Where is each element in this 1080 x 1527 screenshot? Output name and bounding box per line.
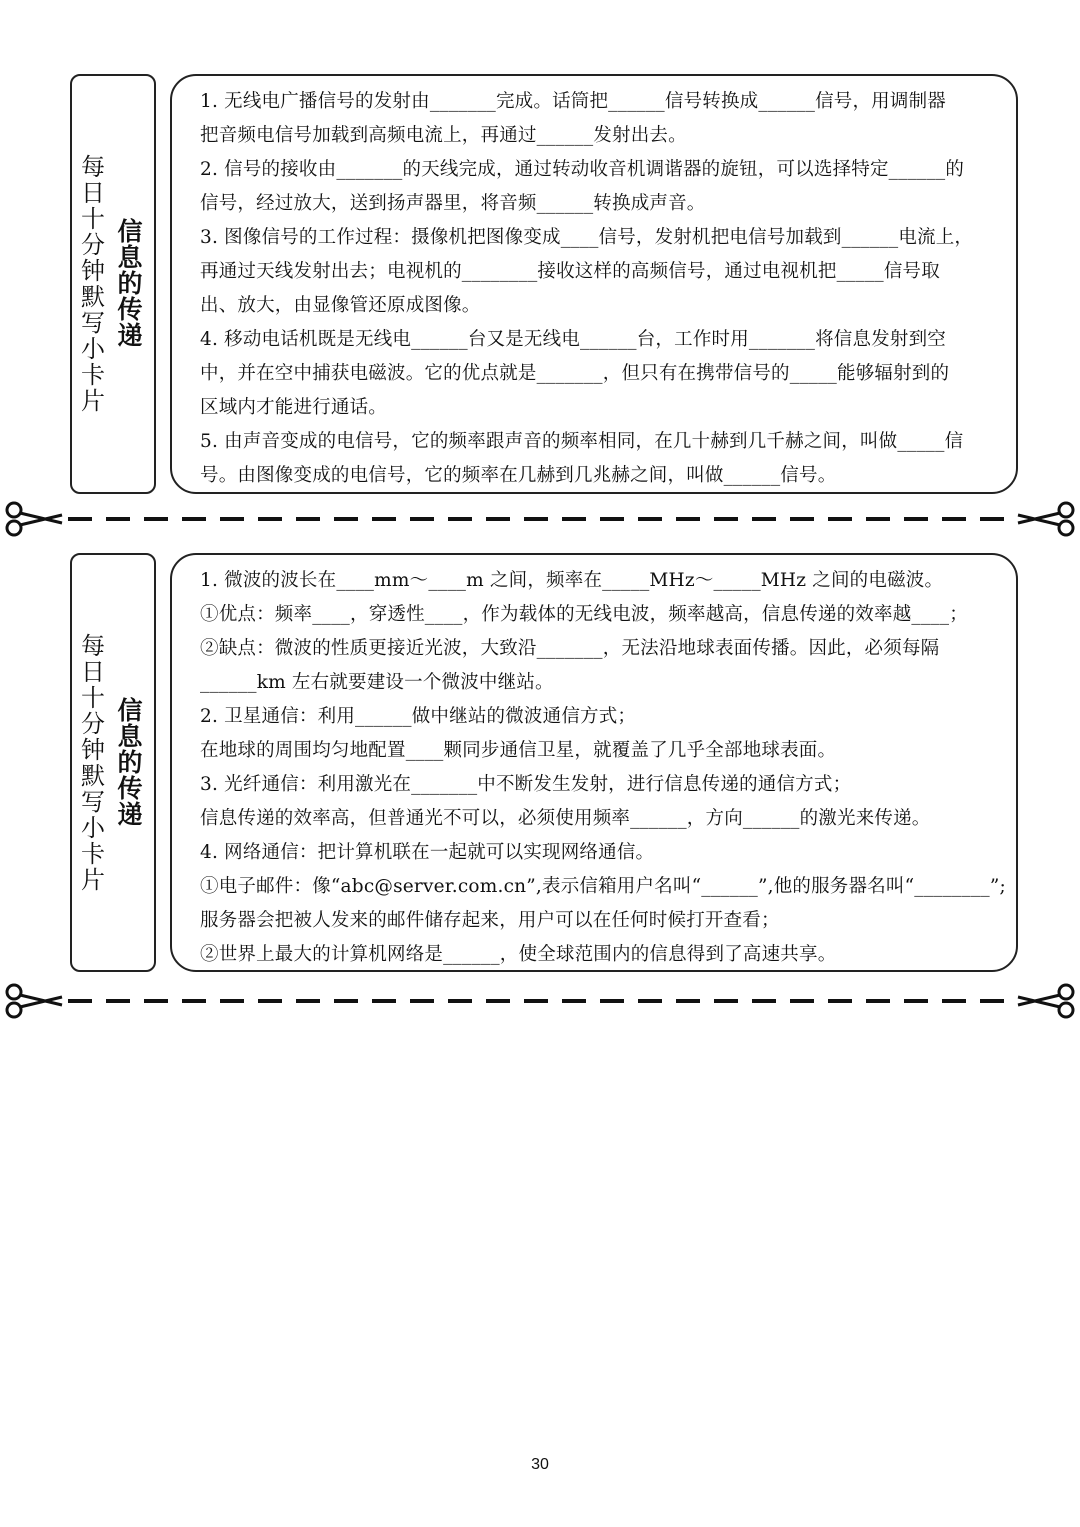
scissors-icon [7, 503, 62, 535]
text-line: 2. 卫星通信：利用______做中继站的微波通信方式； [200, 706, 637, 727]
card-subtitle: 每日十分钟默写小卡片 [81, 153, 105, 415]
text-line: 1. 无线电广播信号的发射由_______完成。话筒把______信号转换成______信号，用调制器 [200, 91, 946, 112]
text-line: 2. 信号的接收由_______的天线完成，通过转动收音机调谐器的旋钮，可以选择特定______的 [200, 159, 965, 180]
text-line: 区域内才能进行通话。 [200, 397, 388, 418]
text-line: ①优点：频率____，穿透性____，作为载体的无线电波，频率越高，信息传递的效率越____； [200, 604, 968, 625]
scissors-icon [1018, 503, 1073, 535]
text-line: 4. 移动电话机既是无线电______台又是无线电______台，工作时用_______将信息发射到空 [200, 329, 946, 350]
text-line: 3. 光纤通信：利用激光在_______中不断发生发射，进行信息传递的通信方式； [200, 774, 852, 795]
text-line: 1. 微波的波长在____mm～____m 之间，频率在_____MHz～_____MHz 之间的电磁波。 [200, 570, 944, 591]
text-line: 在地球的周围均匀地配置____颗同步通信卫星，就覆盖了几乎全部地球表面。 [200, 740, 837, 761]
cut-line [0, 498, 1080, 538]
text-line: ①电子邮件：像“abc@server.com.cn”,表示信箱用户名叫“______”,他的服务器名叫“________”; [200, 876, 1006, 897]
card-title: 信息的传递 [117, 695, 143, 829]
text-line: 再通过天线发射出去；电视机的________接收这样的高频信号，通过电视机把_____信号取 [200, 261, 940, 282]
card-side-label [70, 553, 156, 972]
text-line: 3. 图像信号的工作过程：摄像机把图像变成____信号，发射机把电信号加载到______电流上， [200, 227, 974, 248]
card-side-label [70, 74, 156, 494]
card-subtitle: 每日十分钟默写小卡片 [81, 631, 105, 894]
text-line: 服务器会把被人发来的邮件储存起来，用户可以在任何时候打开查看； [200, 910, 780, 931]
text-line: 4. 网络通信：把计算机联在一起就可以实现网络通信。 [200, 842, 655, 863]
text-line: 中，并在空中捕获电磁波。它的优点就是_______，但只有在携带信号的_____能够辐射到的 [200, 363, 950, 384]
card-content [170, 74, 1018, 494]
scissors-icon [1018, 985, 1073, 1017]
card-title: 信息的传递 [117, 217, 143, 350]
text-line: 信号，经过放大，送到扬声器里，将音频______转换成声音。 [200, 193, 706, 214]
card-content [170, 553, 1018, 972]
text-line: ______km 左右就要建设一个微波中继站。 [200, 672, 554, 693]
text-line: 5. 由声音变成的电信号，它的频率跟声音的频率相同，在几十赫到几千赫之间，叫做_____信 [200, 431, 964, 452]
page-number: 30 [531, 1456, 549, 1473]
text-line: 号。由图像变成的电信号，它的频率在几赫到几兆赫之间，叫做______信号。 [200, 465, 837, 486]
text-line: ②缺点：微波的性质更接近光波，大致沿_______，无法沿地球表面传播。因此，必须每隔 [200, 638, 940, 659]
text-line: ②世界上最大的计算机网络是______，使全球范围内的信息得到了高速共享。 [200, 944, 837, 965]
text-line: 信息传递的效率高，但普通光不可以，必须使用频率______，方向______的激光来传递。 [200, 808, 931, 829]
text-line: 把音频电信号加载到高频电流上，再通过______发射出去。 [200, 125, 687, 146]
text-line: 出、放大，由显像管还原成图像。 [200, 295, 481, 316]
cut-line [0, 980, 1080, 1020]
scissors-icon [7, 985, 62, 1017]
